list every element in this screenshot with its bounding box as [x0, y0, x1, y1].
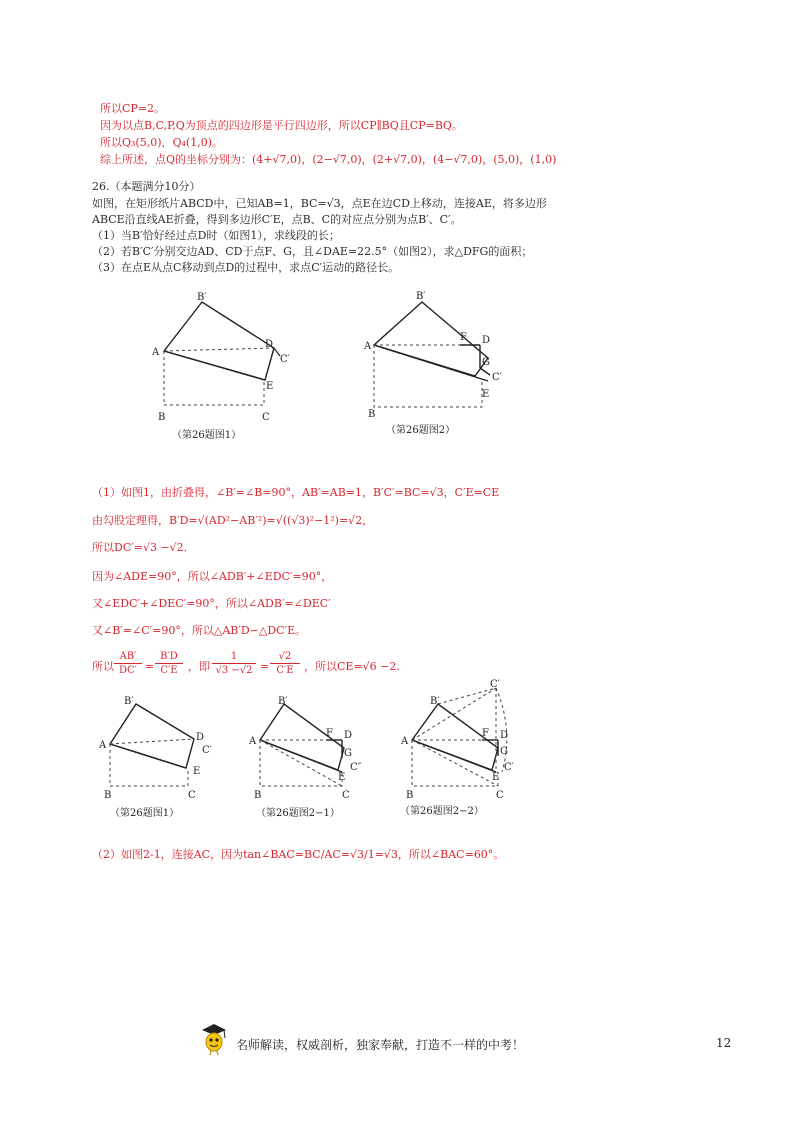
prev-answer-line-3: 所以Q₃(5,0)，Q₄(1,0)。	[100, 136, 224, 149]
s7-frac4	[270, 650, 300, 677]
label-c-prime-b1: C′	[202, 745, 212, 756]
figure-b1-caption: （第26题图1）	[110, 808, 180, 819]
s7-eq: =	[145, 660, 155, 673]
label-b: B	[158, 412, 166, 423]
s7-frac3-num: 1	[212, 650, 256, 664]
figure-b21-caption: （第26题图2−1）	[256, 808, 340, 819]
label-d-2: D	[482, 335, 491, 346]
label-g-b22: G	[500, 746, 508, 757]
problem-line-1: 如图，在矩形纸片ABCD中，已知AB=1，BC=√3，点E在边CD上移动，连接AE，将多边形	[92, 197, 547, 210]
label-f-2: F	[460, 332, 467, 343]
label-e-b1: E	[193, 766, 201, 777]
s7-frac1	[114, 650, 142, 677]
label-a-b21: A	[249, 736, 257, 747]
prev-answer-line-4: 综上所述，点Q的坐标分别为：(4+√7,0)，(2−√7,0)，(2+√7,0)，(4−√7,0)，(5,0)，(1,0)	[100, 153, 557, 166]
prev-answer-line-2: 因为以点B,C,P,Q为顶点的四边形是平行四边形，所以CP∥BQ且CP=BQ。	[100, 119, 463, 132]
folded-polygon-b1	[110, 704, 194, 768]
label-b-prime-b22: B′	[430, 696, 440, 707]
label-c-b1: C	[188, 790, 196, 801]
solution-line-2: 由勾股定理得，B′D=√(AD²−AB′²)=√((√3)²−1²)=√2，	[92, 514, 374, 527]
figure-b22-caption: （第26题图2−2）	[400, 806, 484, 817]
label-b-prime-b1: B′	[124, 696, 134, 707]
figure-1-top	[140, 285, 320, 445]
prev-answer-line-1: 所以CP=2。	[100, 102, 166, 115]
label-c-b22: C	[496, 790, 504, 801]
problem-question-2: （2）若B′C′分别交边AD、CD于点F、G，且∠DAE=22.5°（如图2），求△DFG的面积；	[92, 245, 533, 258]
fold-line-ae-b22	[412, 740, 496, 772]
solution-line-5: 又∠EDC′+∠DEC′=90°，所以∠ADB′=∠DEC′	[92, 597, 331, 610]
edge-ad-dashed-1	[164, 348, 274, 351]
label-f-b21: F	[326, 728, 333, 739]
label-b-2: B	[368, 409, 376, 420]
label-c: C	[262, 412, 270, 423]
label-a-b22: A	[401, 736, 409, 747]
folded-polygon-1	[164, 302, 274, 380]
solution-line-4: 因为∠ADE=90°，所以∠ADB′+∠EDC′=90°，	[92, 570, 333, 583]
page-number: 12	[716, 1036, 732, 1050]
s7-frac4-num: √2	[270, 650, 300, 664]
label-a: A	[152, 347, 160, 358]
edge-ad-dashed-b1	[110, 739, 194, 744]
s7-frac4-den: C′E	[276, 665, 294, 676]
label-b-b21: B	[254, 790, 262, 801]
problem-line-2: ABCE沿直线AE折叠，得到多边形C′E，点B、C的对应点分别为点B′、C′。	[92, 213, 462, 226]
label-c-prime-b22: C′	[504, 762, 514, 773]
s7-eq-2: =	[260, 660, 270, 673]
folded-polygon-2	[374, 302, 491, 376]
s7-mid: ，即	[188, 660, 210, 673]
label-c-prime: C′	[280, 354, 290, 365]
line-b-prime-c-prime-b22	[438, 688, 496, 704]
label-c-double-prime-b21: C″	[350, 762, 362, 773]
label-b-b1: B	[104, 790, 112, 801]
s7-frac2-den: C′E	[160, 665, 178, 676]
label-b-prime-b21: B′	[278, 696, 288, 707]
label-d-b21: D	[344, 730, 353, 741]
fold-line-ae-b21	[260, 740, 342, 772]
s7-frac2-num: B′D	[155, 650, 183, 664]
label-e-b21: E	[338, 772, 346, 783]
original-rect-dashed-2	[374, 345, 482, 407]
problem-header: 26.（本题满分10分）	[92, 180, 201, 193]
fold-line-ae-1	[164, 351, 265, 380]
s7-frac3-den: √3 −√2	[215, 665, 253, 676]
figure-2-2-bottom	[398, 680, 548, 820]
solution-line-8: （2）如图2-1，连接AC，因为tan∠BAC=BC/AC=√3/1=√3，所以∠BAC=60°。	[92, 848, 505, 861]
figure-2-top	[360, 285, 540, 445]
footer-slogan: 名师解读，权威剖析，独家奉献，打造不一样的中考！	[236, 1038, 525, 1052]
s7-frac3	[212, 650, 256, 677]
s7-frac1-num: AB′	[114, 650, 142, 664]
label-a-2: A	[364, 341, 372, 352]
label-e-b22: E	[492, 772, 500, 783]
figure-2-caption: （第26题图2）	[386, 425, 456, 436]
label-e-2: E	[482, 389, 490, 400]
diagonal-ac-b22	[412, 740, 498, 786]
solution-line-3: 所以DC′=√3 −√2．	[92, 541, 195, 554]
edge-gc-prime-2	[480, 368, 490, 375]
label-g-2: G	[482, 357, 490, 368]
fold-line-ae-b1	[110, 744, 186, 768]
s7-post: ，所以CE=√6 −2.	[304, 660, 400, 673]
figure-1-bottom	[96, 690, 236, 820]
label-a-b1: A	[99, 740, 107, 751]
figure-2-1-bottom	[246, 690, 396, 820]
s7-frac2	[155, 650, 183, 677]
s7-frac1-den: DC′	[119, 665, 137, 676]
label-c-prime-2: C′	[492, 372, 502, 383]
original-rect-dashed-1	[164, 351, 264, 405]
label-b-prime-2: B′	[416, 291, 426, 302]
solution-line-6: 又∠B′=∠C′=90°，所以△AB′D∽△DC′E。	[92, 624, 307, 637]
label-e: E	[266, 381, 274, 392]
label-d: D	[265, 339, 274, 350]
problem-question-1: （1）当B′恰好经过点D时（如图1），求线段的长；	[92, 229, 340, 242]
label-c-prime-top-b22: C′	[490, 679, 500, 690]
solution-line-1: （1）如图1，由折叠得，∠B′=∠B=90°，AB′=AB=1，B′C′=BC=√3，C′E=CE	[92, 486, 500, 499]
problem-question-3: （3）在点E从点C移动到点D的过程中，求点C′运动的路径长。	[92, 261, 400, 274]
label-f-b22: F	[482, 728, 489, 739]
label-b-b22: B	[406, 790, 414, 801]
fold-line-ae-2	[374, 345, 488, 381]
diagonal-ac-b21	[260, 740, 342, 786]
mascot-icon	[198, 1022, 230, 1056]
label-g-b21: G	[344, 748, 352, 759]
label-d-b22: D	[500, 730, 509, 741]
figure-1-caption: （第26题图1）	[172, 430, 242, 441]
label-b-prime: B′	[197, 292, 207, 303]
label-d-b1: D	[196, 732, 205, 743]
label-c-b21: C	[342, 790, 350, 801]
s7-pre: 所以	[92, 660, 114, 673]
